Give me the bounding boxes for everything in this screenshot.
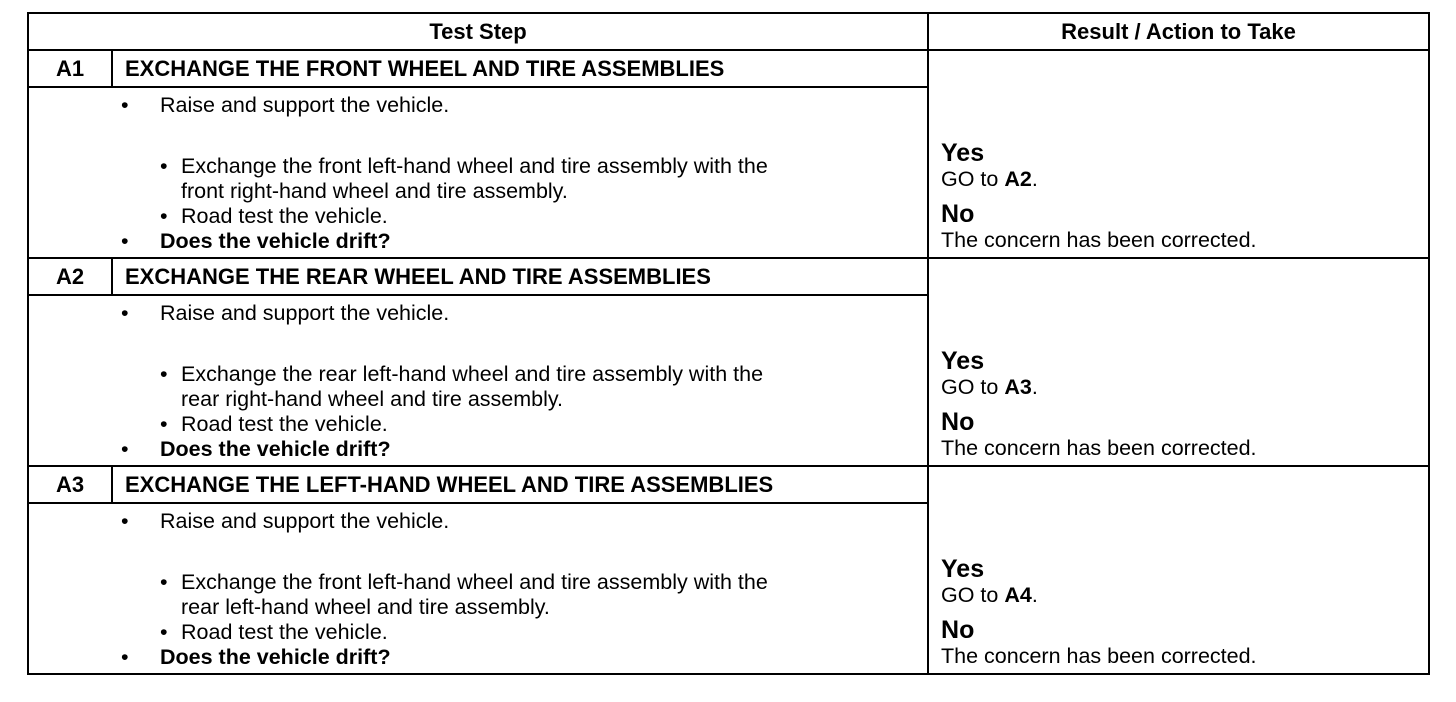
goto-target: A4 — [1004, 583, 1032, 607]
step-id-spacer — [28, 295, 112, 466]
goto-target: A3 — [1004, 375, 1032, 399]
sub-bullet: • — [160, 412, 168, 436]
header-row — [28, 13, 1429, 50]
bullet: • — [121, 229, 129, 253]
instruction-subline: Road test the vehicle. — [181, 620, 388, 644]
no-label: No — [941, 200, 975, 228]
step-id-spacer — [28, 87, 112, 258]
header-test-step: Test Step — [28, 13, 928, 50]
sub-bullet: • — [160, 620, 168, 644]
no-action: The concern has been corrected. — [941, 228, 1257, 252]
yes-action: GO to A3. — [941, 375, 1038, 399]
step-title-row — [28, 258, 1429, 295]
yes-label: Yes — [941, 347, 985, 375]
instruction-subline-cont: front right-hand wheel and tire assembly. — [181, 179, 568, 203]
header-result-action: Result / Action to Take — [928, 13, 1429, 50]
bullet: • — [121, 509, 129, 533]
yes-action: GO to A4. — [941, 583, 1038, 607]
no-label: No — [941, 408, 975, 436]
instruction-subline: Road test the vehicle. — [181, 412, 388, 436]
question: Does the vehicle drift? — [160, 437, 391, 461]
question: Does the vehicle drift? — [160, 645, 391, 669]
instruction-line: Raise and support the vehicle. — [160, 509, 450, 533]
step-title: EXCHANGE THE LEFT-HAND WHEEL AND TIRE ASSEMBLIES — [112, 466, 928, 503]
no-action: The concern has been corrected. — [941, 436, 1257, 460]
step-title: EXCHANGE THE FRONT WHEEL AND TIRE ASSEMBLIES — [112, 50, 928, 87]
instruction-subline-cont: rear right-hand wheel and tire assembly. — [181, 387, 564, 411]
question: Does the vehicle drift? — [160, 229, 391, 253]
step-title-row — [28, 466, 1429, 503]
result-cell — [928, 258, 1429, 466]
sub-bullet: • — [160, 570, 168, 594]
instruction-subline: Road test the vehicle. — [181, 204, 388, 228]
instruction-subline: Exchange the rear left-hand wheel and tire assembly with the — [181, 362, 764, 386]
goto-target: A2 — [1004, 167, 1032, 191]
step-title: EXCHANGE THE REAR WHEEL AND TIRE ASSEMBLIES — [112, 258, 928, 295]
result-cell — [928, 466, 1429, 674]
step-title-row — [28, 50, 1429, 87]
no-label: No — [941, 616, 975, 644]
instruction-subline: Exchange the front left-hand wheel and tire assembly with the — [181, 154, 768, 178]
bullet: • — [121, 437, 129, 461]
step-id: A2 — [28, 258, 112, 295]
bullet: • — [121, 301, 129, 325]
instruction-subline: Exchange the front left-hand wheel and tire assembly with the — [181, 570, 768, 594]
sub-bullet: • — [160, 362, 168, 386]
yes-label: Yes — [941, 139, 985, 167]
step-instructions — [112, 503, 928, 674]
step-id: A3 — [28, 466, 112, 503]
step-instructions — [112, 295, 928, 466]
instruction-line: Raise and support the vehicle. — [160, 301, 450, 325]
instruction-line: Raise and support the vehicle. — [160, 93, 450, 117]
step-id: A1 — [28, 50, 112, 87]
sub-bullet: • — [160, 204, 168, 228]
yes-label: Yes — [941, 555, 985, 583]
bullet: • — [121, 93, 129, 117]
sub-bullet: • — [160, 154, 168, 178]
bullet: • — [121, 645, 129, 669]
step-instructions — [112, 87, 928, 258]
result-cell — [928, 50, 1429, 258]
instruction-subline-cont: rear left-hand wheel and tire assembly. — [181, 595, 550, 619]
no-action: The concern has been corrected. — [941, 644, 1257, 668]
diagnostic-table — [27, 12, 1430, 675]
yes-action: GO to A2. — [941, 167, 1038, 191]
step-id-spacer — [28, 503, 112, 674]
